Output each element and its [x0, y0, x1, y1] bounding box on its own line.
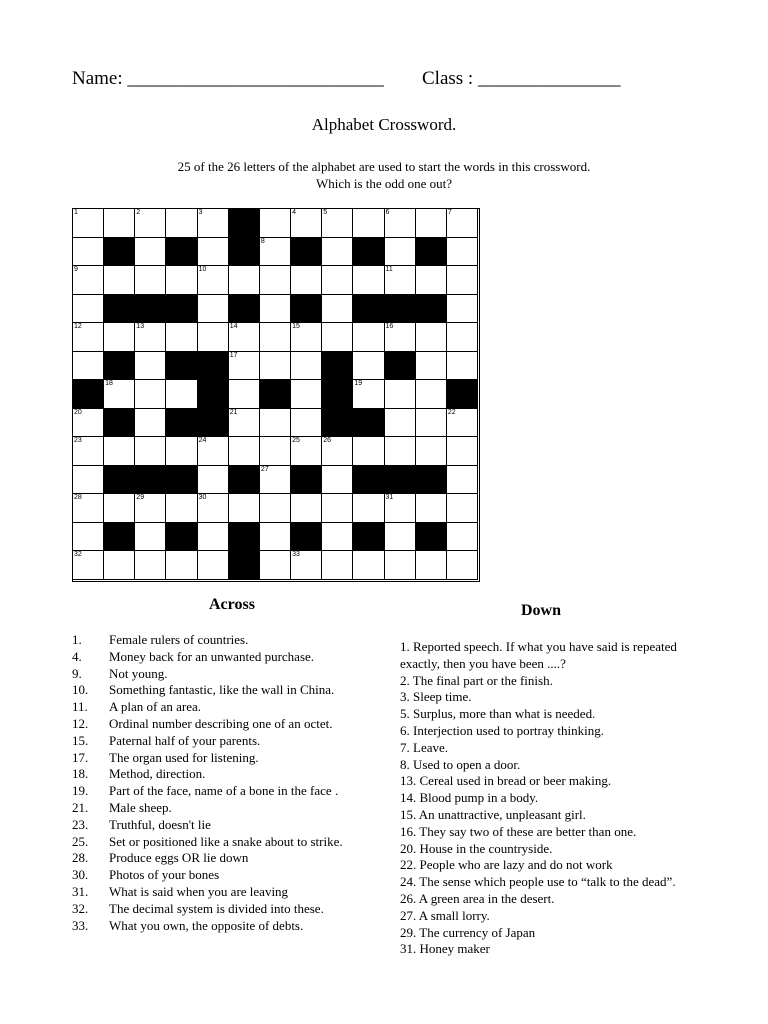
- answer-square[interactable]: [385, 380, 416, 409]
- down-clue: 8. Used to open a door.: [400, 756, 521, 772]
- answer-square[interactable]: [73, 551, 104, 580]
- black-square: [229, 466, 260, 495]
- across-clue-text: Something fantastic, like the wall in China.: [109, 682, 335, 698]
- down-clue: 2. The final part or the finish.: [400, 672, 553, 688]
- across-clue-number: 28.: [72, 850, 89, 866]
- answer-square[interactable]: [166, 551, 197, 580]
- answer-square[interactable]: [73, 494, 104, 523]
- answer-square[interactable]: [385, 523, 416, 552]
- answer-square[interactable]: [73, 466, 104, 495]
- answer-square[interactable]: [198, 466, 229, 495]
- down-clue: 20. House in the countryside.: [400, 840, 553, 856]
- answer-square[interactable]: [135, 209, 166, 238]
- black-square: [322, 352, 353, 381]
- black-square: [73, 380, 104, 409]
- across-clue: [72, 699, 402, 716]
- answer-square[interactable]: [198, 266, 229, 295]
- across-clue: [72, 850, 402, 867]
- answer-square[interactable]: [198, 238, 229, 267]
- answer-square[interactable]: [291, 266, 322, 295]
- clue-number: 16: [385, 323, 394, 331]
- across-clue-number: 23.: [72, 816, 89, 832]
- down-clue: 6. Interjection used to portray thinking.: [400, 722, 604, 738]
- black-square: [135, 466, 166, 495]
- down-clue: 13. Cereal used in bread or beer making.: [400, 773, 612, 789]
- black-square: [353, 409, 384, 438]
- black-square: [104, 295, 135, 324]
- across-clue: [72, 817, 402, 834]
- across-clue-number: 11.: [72, 699, 88, 715]
- answer-square[interactable]: [229, 494, 260, 523]
- answer-square[interactable]: [229, 437, 260, 466]
- answer-square[interactable]: [353, 266, 384, 295]
- clue-number: 33: [292, 551, 300, 559]
- across-heading: Across: [209, 596, 255, 613]
- answer-square[interactable]: [135, 551, 166, 580]
- across-clue-number: 30.: [72, 867, 89, 883]
- across-clue-number: 21.: [72, 799, 89, 815]
- answer-square[interactable]: [447, 466, 478, 495]
- answer-square[interactable]: [385, 494, 416, 523]
- name-field-label: Name: ___________________________: [72, 68, 384, 89]
- clue-number: 17: [229, 351, 238, 359]
- answer-square[interactable]: [322, 494, 353, 523]
- black-square: [166, 238, 197, 267]
- answer-square[interactable]: [291, 352, 322, 381]
- answer-square[interactable]: [73, 437, 104, 466]
- answer-square[interactable]: [447, 238, 478, 267]
- clue-number: 5: [323, 209, 328, 216]
- clue-number: 4: [292, 209, 296, 216]
- answer-square[interactable]: [135, 380, 166, 409]
- answer-square[interactable]: [353, 494, 384, 523]
- answer-square[interactable]: [416, 551, 447, 580]
- clue-number: 31: [385, 494, 394, 502]
- clue-number: 20: [74, 408, 82, 416]
- answer-square[interactable]: [135, 266, 166, 295]
- black-square: [229, 209, 260, 238]
- answer-square[interactable]: [353, 437, 384, 466]
- down-clue: 26. A green area in the desert.: [400, 890, 555, 906]
- answer-square[interactable]: [291, 323, 322, 352]
- black-square: [198, 409, 229, 438]
- down-clue-list: [400, 639, 696, 958]
- answer-square[interactable]: [198, 551, 229, 580]
- answer-square[interactable]: [353, 209, 384, 238]
- clue-number: 13: [136, 323, 145, 331]
- answer-square[interactable]: [135, 352, 166, 381]
- crossword-grid: [72, 208, 480, 582]
- across-clue-text: Money back for an unwanted purchase.: [109, 648, 315, 664]
- answer-square[interactable]: [385, 209, 416, 238]
- down-clue: 15. An unattractive, unpleasant girl.: [400, 806, 586, 822]
- answer-square[interactable]: [322, 295, 353, 324]
- answer-square[interactable]: [447, 437, 478, 466]
- intro-line-2: Which is the odd one out?: [315, 176, 453, 191]
- clue-number: 10: [198, 266, 207, 274]
- across-clue-text: Part of the face, name of a bone in the face .: [109, 783, 339, 799]
- answer-square[interactable]: [198, 295, 229, 324]
- answer-square[interactable]: [291, 494, 322, 523]
- answer-square[interactable]: [322, 323, 353, 352]
- black-square: [166, 409, 197, 438]
- across-clue-text: The decimal system is divided into these.: [109, 900, 324, 916]
- clue-number: 3: [198, 209, 203, 216]
- answer-square[interactable]: [135, 323, 166, 352]
- clue-number: 14: [229, 323, 238, 331]
- answer-square[interactable]: [104, 209, 135, 238]
- answer-square[interactable]: [135, 523, 166, 552]
- answer-square[interactable]: [447, 266, 478, 295]
- across-clue-number: 10.: [72, 682, 89, 698]
- clue-number: 18: [105, 380, 113, 388]
- across-clue-number: 25.: [72, 833, 89, 849]
- across-clue-list: [72, 632, 402, 934]
- answer-square[interactable]: [229, 266, 260, 295]
- answer-square[interactable]: [73, 352, 104, 381]
- answer-square[interactable]: [416, 494, 447, 523]
- across-clue-text: Produce eggs OR lie down: [109, 850, 249, 866]
- black-square: [198, 380, 229, 409]
- answer-square[interactable]: [198, 494, 229, 523]
- answer-square[interactable]: [416, 380, 447, 409]
- answer-square[interactable]: [260, 523, 291, 552]
- black-square: [322, 380, 353, 409]
- answer-square[interactable]: [73, 295, 104, 324]
- answer-square[interactable]: [416, 323, 447, 352]
- black-square: [198, 352, 229, 381]
- across-clue-number: 32.: [72, 900, 89, 916]
- down-clue: 27. A small lorry.: [400, 907, 490, 923]
- down-clue: 7. Leave.: [400, 739, 449, 755]
- clue-number: 8: [260, 237, 265, 245]
- across-clue-text: The organ used for listening.: [109, 749, 259, 765]
- black-square: [104, 238, 135, 267]
- black-square: [229, 295, 260, 324]
- answer-square[interactable]: [322, 238, 353, 267]
- black-square: [291, 238, 322, 267]
- black-square: [385, 466, 416, 495]
- answer-square[interactable]: [447, 323, 478, 352]
- black-square: [416, 523, 447, 552]
- answer-square[interactable]: [73, 409, 104, 438]
- black-square: [416, 238, 447, 267]
- answer-square[interactable]: [385, 409, 416, 438]
- clue-number: 29: [136, 494, 145, 502]
- across-clue-number: 17.: [72, 749, 89, 765]
- answer-square[interactable]: [166, 437, 197, 466]
- across-clue-number: 19.: [72, 783, 89, 799]
- answer-square[interactable]: [104, 551, 135, 580]
- across-clue-text: A plan of an area.: [109, 699, 202, 715]
- answer-square[interactable]: [135, 437, 166, 466]
- black-square: [166, 466, 197, 495]
- answer-square[interactable]: [198, 323, 229, 352]
- across-clue: [72, 682, 402, 699]
- answer-square[interactable]: [416, 209, 447, 238]
- clue-number: 28: [74, 494, 82, 502]
- clue-number: 32: [74, 551, 82, 559]
- across-clue-number: 31.: [72, 883, 89, 899]
- clue-number: 12: [74, 323, 82, 331]
- down-clue: 16. They say two of these are better than one.: [400, 823, 637, 839]
- answer-square[interactable]: [73, 266, 104, 295]
- answer-square[interactable]: [353, 380, 384, 409]
- answer-square[interactable]: [229, 409, 260, 438]
- across-clue-number: 12.: [72, 715, 89, 731]
- answer-square[interactable]: [385, 238, 416, 267]
- answer-square[interactable]: [322, 466, 353, 495]
- across-clue-number: 15.: [72, 732, 89, 748]
- down-clue: 1. Reported speech. If what you have said is repeated exactly, then you have been ....?: [400, 639, 677, 671]
- across-clue: [72, 666, 402, 683]
- across-clue-text: What is said when you are leaving: [109, 883, 289, 899]
- answer-square[interactable]: [229, 352, 260, 381]
- across-clue: [72, 649, 402, 666]
- answer-square[interactable]: [260, 409, 291, 438]
- across-clue-text: Ordinal number describing one of an octet.: [109, 715, 333, 731]
- across-clue-number: 18.: [72, 766, 89, 782]
- answer-square[interactable]: [260, 551, 291, 580]
- black-square: [229, 238, 260, 267]
- answer-square[interactable]: [260, 238, 291, 267]
- clue-number: 7: [447, 209, 452, 216]
- clue-number: 9: [74, 266, 78, 274]
- intro-line-1: 25 of the 26 letters of the alphabet are used to start the words in this crossword.: [177, 159, 591, 174]
- black-square: [260, 380, 291, 409]
- answer-square[interactable]: [447, 352, 478, 381]
- answer-square[interactable]: [73, 323, 104, 352]
- down-clue: 31. Honey maker: [400, 941, 490, 957]
- black-square: [385, 352, 416, 381]
- clue-number: 24: [198, 437, 207, 445]
- answer-square[interactable]: [416, 266, 447, 295]
- answer-square[interactable]: [322, 551, 353, 580]
- answer-square[interactable]: [104, 266, 135, 295]
- down-clue: 3. Sleep time.: [400, 689, 472, 705]
- answer-square[interactable]: [260, 437, 291, 466]
- black-square: [353, 523, 384, 552]
- answer-square[interactable]: [166, 380, 197, 409]
- down-heading: Down: [521, 602, 562, 619]
- across-clue-number: 9.: [72, 665, 82, 681]
- answer-square[interactable]: [322, 209, 353, 238]
- clue-number: 22: [447, 408, 456, 416]
- answer-square[interactable]: [322, 437, 353, 466]
- clue-number: 26: [323, 437, 332, 445]
- answer-square[interactable]: [291, 551, 322, 580]
- answer-square[interactable]: [385, 323, 416, 352]
- answer-square[interactable]: [166, 494, 197, 523]
- across-clue: [72, 733, 402, 750]
- answer-square[interactable]: [385, 266, 416, 295]
- black-square: [166, 523, 197, 552]
- black-square: [385, 295, 416, 324]
- black-square: [416, 466, 447, 495]
- black-square: [104, 466, 135, 495]
- across-clue: [72, 750, 402, 767]
- answer-square[interactable]: [104, 494, 135, 523]
- clue-number: 21: [229, 408, 238, 416]
- answer-square[interactable]: [416, 437, 447, 466]
- across-clue: [72, 632, 402, 649]
- black-square: [416, 295, 447, 324]
- answer-square[interactable]: [166, 209, 197, 238]
- across-clue-number: 33.: [72, 917, 89, 933]
- across-clue-text: Female rulers of countries.: [109, 632, 249, 647]
- clue-number: 30: [198, 494, 207, 502]
- answer-square[interactable]: [260, 209, 291, 238]
- clue-number: 27: [260, 465, 269, 473]
- worksheet-title: Alphabet Crossword.: [311, 115, 457, 134]
- answer-square[interactable]: [135, 238, 166, 267]
- answer-square[interactable]: [260, 295, 291, 324]
- across-clue-text: What you own, the opposite of debts.: [109, 917, 304, 933]
- answer-square[interactable]: [166, 323, 197, 352]
- black-square: [353, 466, 384, 495]
- across-clue-text: Paternal half of your parents.: [109, 732, 261, 748]
- across-clue-text: Set or positioned like a snake about to strike.: [109, 833, 343, 849]
- black-square: [353, 238, 384, 267]
- answer-square[interactable]: [104, 380, 135, 409]
- across-clue-number: 1.: [72, 632, 82, 647]
- down-clue: 29. The currency of Japan: [400, 924, 536, 940]
- answer-square[interactable]: [447, 409, 478, 438]
- across-clue-text: Photos of your bones: [109, 867, 220, 883]
- answer-square[interactable]: [73, 209, 104, 238]
- answer-square[interactable]: [353, 323, 384, 352]
- answer-square[interactable]: [104, 437, 135, 466]
- answer-square[interactable]: [198, 437, 229, 466]
- across-clue: [72, 783, 402, 800]
- class-field-label: Class : _______________: [422, 68, 621, 89]
- answer-square[interactable]: [260, 466, 291, 495]
- black-square: [291, 523, 322, 552]
- answer-square[interactable]: [385, 437, 416, 466]
- across-clue: [72, 766, 402, 783]
- answer-square[interactable]: [166, 266, 197, 295]
- across-clue: [72, 918, 402, 935]
- answer-square[interactable]: [385, 551, 416, 580]
- black-square: [291, 295, 322, 324]
- answer-square[interactable]: [260, 352, 291, 381]
- clue-number: 1: [74, 209, 78, 216]
- answer-square[interactable]: [260, 266, 291, 295]
- answer-square[interactable]: [104, 323, 135, 352]
- answer-square[interactable]: [353, 551, 384, 580]
- black-square: [166, 295, 197, 324]
- answer-square[interactable]: [447, 494, 478, 523]
- answer-square[interactable]: [135, 409, 166, 438]
- black-square: [104, 523, 135, 552]
- clue-number: 6: [385, 209, 390, 216]
- across-clue: [72, 800, 402, 817]
- across-clue-number: 4.: [72, 648, 82, 664]
- across-clue: [72, 884, 402, 901]
- black-square: [291, 466, 322, 495]
- across-clue-text: Method, direction.: [109, 766, 206, 782]
- answer-square[interactable]: [73, 523, 104, 552]
- answer-square[interactable]: [291, 437, 322, 466]
- across-clue: [72, 716, 402, 733]
- answer-square[interactable]: [447, 209, 478, 238]
- across-clue-text: Male sheep.: [109, 799, 172, 815]
- answer-square[interactable]: [291, 209, 322, 238]
- answer-square[interactable]: [416, 409, 447, 438]
- answer-square[interactable]: [416, 352, 447, 381]
- down-clue: 14. Blood pump in a body.: [400, 790, 539, 806]
- black-square: [104, 352, 135, 381]
- clue-number: 11: [385, 266, 393, 274]
- black-square: [135, 295, 166, 324]
- across-clue: [72, 901, 402, 918]
- answer-square[interactable]: [447, 523, 478, 552]
- answer-square[interactable]: [291, 409, 322, 438]
- clue-number: 19: [354, 380, 363, 388]
- answer-square[interactable]: [291, 380, 322, 409]
- black-square: [229, 551, 260, 580]
- down-clue: 24. The sense which people use to “talk to the dead”.: [400, 874, 676, 890]
- across-clue-text: Not young.: [109, 665, 168, 681]
- clue-number: 2: [136, 209, 141, 216]
- black-square: [104, 409, 135, 438]
- answer-square[interactable]: [447, 551, 478, 580]
- black-square: [353, 295, 384, 324]
- black-square: [322, 409, 353, 438]
- answer-square[interactable]: [198, 209, 229, 238]
- answer-square[interactable]: [322, 523, 353, 552]
- clue-number: 25: [292, 437, 300, 445]
- answer-square[interactable]: [447, 295, 478, 324]
- answer-square[interactable]: [229, 323, 260, 352]
- black-square: [447, 380, 478, 409]
- answer-square[interactable]: [353, 352, 384, 381]
- answer-square[interactable]: [135, 494, 166, 523]
- down-clue: 5. Surplus, more than what is needed.: [400, 706, 596, 722]
- answer-square[interactable]: [260, 323, 291, 352]
- answer-square[interactable]: [229, 380, 260, 409]
- answer-square[interactable]: [198, 523, 229, 552]
- clue-number: 23: [74, 437, 82, 445]
- clue-number: 15: [292, 323, 300, 331]
- answer-square[interactable]: [260, 494, 291, 523]
- answer-square[interactable]: [322, 266, 353, 295]
- black-square: [229, 523, 260, 552]
- down-clue: 22. People who are lazy and do not work: [400, 857, 613, 873]
- across-clue-text: Truthful, doesn't lie: [109, 816, 211, 832]
- answer-square[interactable]: [73, 238, 104, 267]
- across-clue: [72, 867, 402, 884]
- black-square: [166, 352, 197, 381]
- across-clue: [72, 834, 402, 851]
